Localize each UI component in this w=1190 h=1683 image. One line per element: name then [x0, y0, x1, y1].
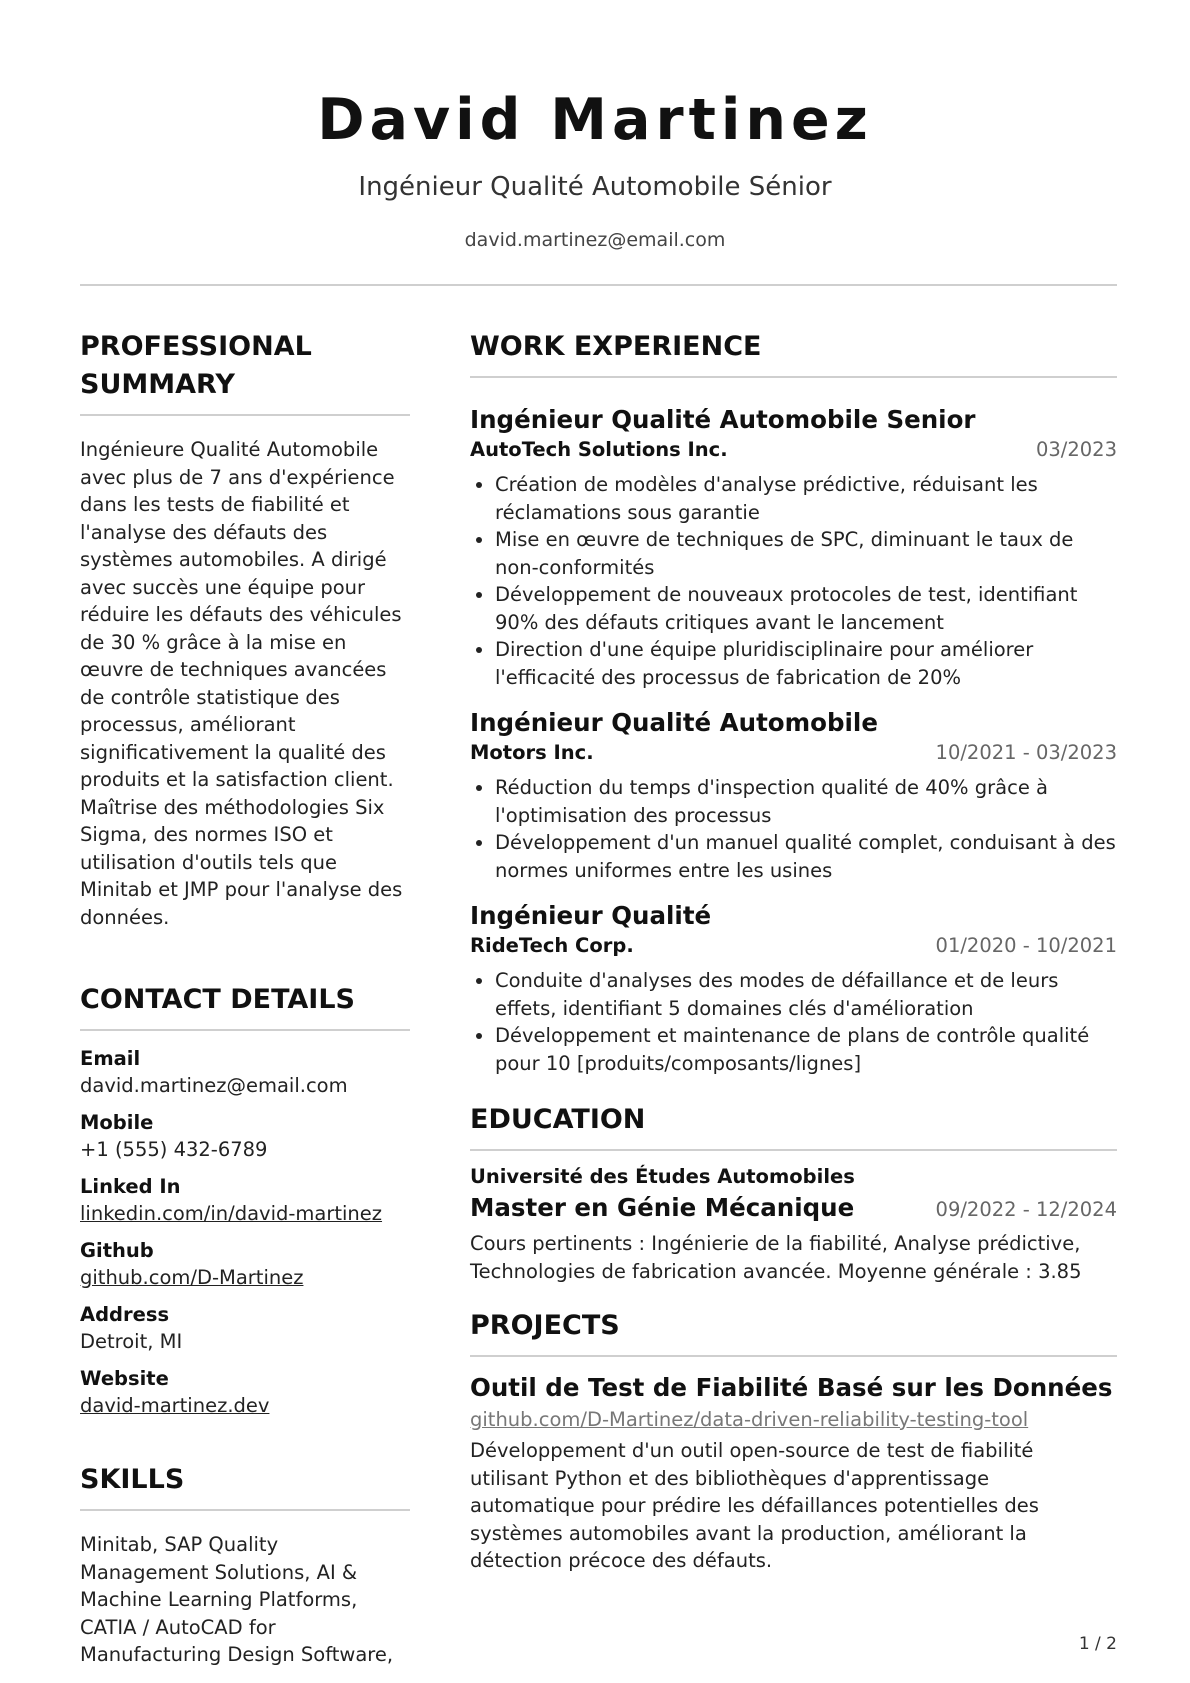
bullet-item: • Développement et maintenance de plans de contrôle qualité pour 10 [produits/composants/lignes] [495, 1022, 1117, 1077]
education-school: Université des Études Automobiles [470, 1165, 855, 1188]
summary-heading: PROFESSIONAL SUMMARY [80, 328, 410, 416]
contact-heading: CONTACT DETAILS [80, 981, 410, 1031]
job-title: Ingénieur Qualité Automobile Senior [470, 405, 976, 434]
education-text: Cours pertinents : Ingénierie de la fiabilité, Analyse prédictive, Technologies de fabrication avancée. Moyenne générale : 3.85 [470, 1232, 1082, 1283]
job-entry [470, 707, 1117, 884]
skills-text: Minitab, SAP Quality Management Solutions, AI & Machine Learning Platforms, CATIA / AutoCAD for Manufacturing Design Software, [80, 1533, 394, 1666]
job-company: RideTech Corp. [470, 934, 634, 957]
github-link[interactable]: github.com/D-Martinez [80, 1266, 304, 1289]
contact-mobile [80, 1109, 410, 1163]
header-divider [80, 284, 1117, 286]
contact-label: Address [80, 1303, 170, 1326]
contact-label: Website [80, 1367, 169, 1390]
bullet-item: • Conduite d'analyses des modes de défaillance et de leurs effets, identifiant 5 domaines clés d'amélioration [495, 967, 1117, 1022]
job-title: Ingénieur Qualité Automobile [470, 708, 878, 737]
contact-label: Linked In [80, 1175, 181, 1198]
job-bullets [470, 967, 1117, 1077]
contact-website [80, 1365, 410, 1419]
job-dates: 10/2021 - 03/2023 [935, 741, 1117, 764]
job-company: AutoTech Solutions Inc. [470, 438, 728, 461]
project-name: Outil de Test de Fiabilité Basé sur les Données [470, 1373, 1113, 1402]
contact-address [80, 1301, 410, 1355]
website-link[interactable]: david-martinez.dev [80, 1394, 270, 1417]
contact-linkedin [80, 1173, 410, 1227]
education-degree: Master en Génie Mécanique [470, 1193, 855, 1222]
project-description: Développement d'un outil open-source de test de fiabilité utilisant Python et des bibliothèques d'apprentissage automatique pour prédire les défaillances potentielles des systèmes automobiles avant la production, améliorant la détection précoce des défauts. [470, 1439, 1039, 1572]
projects-heading: PROJECTS [470, 1307, 1117, 1357]
experience-heading: WORK EXPERIENCE [470, 328, 1117, 378]
project-link[interactable]: github.com/D-Martinez/data-driven-reliability-testing-tool [470, 1408, 1029, 1431]
page-number: 1 / 2 [1078, 1634, 1117, 1654]
linkedin-link[interactable]: linkedin.com/in/david-martinez [80, 1202, 383, 1225]
job-entry [470, 404, 1117, 691]
job-entry [470, 900, 1117, 1077]
bullet-item: • Développement de nouveaux protocoles de test, identifiant 90% des défauts critiques avant le lancement [495, 581, 1117, 636]
job-dates: 01/2020 - 10/2021 [935, 934, 1117, 957]
contact-email [80, 1045, 410, 1099]
job-dates: 03/2023 [1035, 438, 1117, 461]
contact-value: +1 (555) 432-6789 [80, 1138, 268, 1161]
bullet-item: • Direction d'une équipe pluridisciplinaire pour améliorer l'efficacité des processus de fabrication de 20% [495, 636, 1117, 691]
contact-label: Email [80, 1047, 141, 1070]
contact-value: Detroit, MI [80, 1330, 183, 1353]
education-dates: 09/2022 - 12/2024 [935, 1198, 1117, 1221]
bullet-item: • Mise en œuvre de techniques de SPC, diminuant le taux de non-conformités [495, 526, 1117, 581]
bullet-item: • Développement d'un manuel qualité complet, conduisant à des normes uniformes entre les usines [495, 829, 1117, 884]
skills-heading: SKILLS [80, 1461, 410, 1511]
education-heading: EDUCATION [470, 1101, 1117, 1151]
job-title: Ingénieur Qualité [470, 901, 712, 930]
candidate-name: David Martinez [317, 87, 873, 153]
bullet-item: • Création de modèles d'analyse prédictive, réduisant les réclamations sous garantie [495, 471, 1117, 526]
job-company: Motors Inc. [470, 741, 594, 764]
contact-label: Github [80, 1239, 154, 1262]
summary-text: Ingénieure Qualité Automobile avec plus de 7 ans d'expérience dans les tests de fiabilité et l'analyse des défauts des systèmes automobiles. A dirigé avec succès une équipe pour réduire les défauts des véhicules de 30 % grâce à la mise en œuvre de techniques avancées de contrôle statistique des processus, améliorant significativement la qualité des produits et la satisfaction client. Maîtrise des méthodologies Six Sigma, des normes ISO et utilisation d'outils tels que Minitab et JMP pour l'analyse des données. [80, 438, 403, 929]
left-column [80, 328, 410, 1669]
job-bullets [470, 774, 1117, 884]
contact-label: Mobile [80, 1111, 154, 1134]
candidate-title: Ingénieur Qualité Automobile Sénior [358, 172, 832, 202]
job-bullets [470, 471, 1117, 691]
contact-value[interactable]: david.martinez@email.com [80, 1074, 348, 1097]
right-column [470, 328, 1117, 1575]
header-email[interactable]: david.martinez@email.com [464, 229, 726, 251]
bullet-item: • Réduction du temps d'inspection qualité de 40% grâce à l'optimisation des processus [495, 774, 1117, 829]
contact-github [80, 1237, 410, 1291]
